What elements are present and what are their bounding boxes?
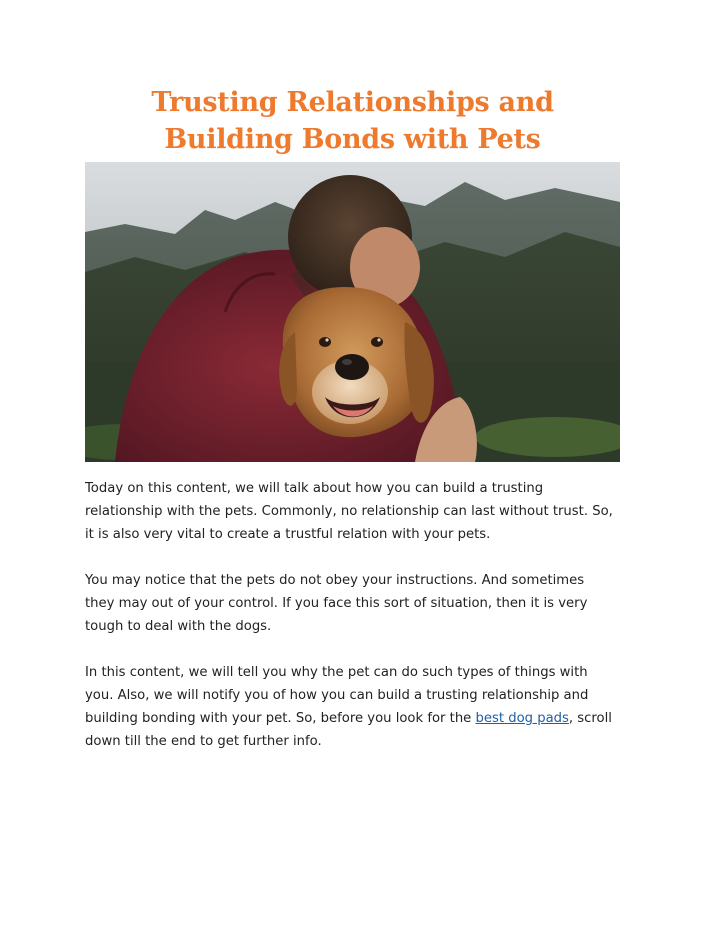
paragraph-1-line-3: it is also very vital to create a trustful relation with your pets.: [85, 527, 491, 542]
title-line-1: Trusting Relationships and: [151, 87, 554, 118]
paragraph-2-line-3: tough to deal with the dogs.: [85, 619, 272, 634]
best-dog-pads-link[interactable]: best dog pads: [475, 711, 569, 726]
paragraph-1-line-2: relationship with the pets. Commonly, no relationship can last without trust. So,: [85, 504, 613, 519]
page-title: [85, 84, 620, 158]
paragraph-3-line-1: In this content, we will tell you why the pet can do such types of things with: [85, 665, 588, 680]
paragraph-2-line-2: they may out of your control. If you face this sort of situation, then it is very: [85, 596, 588, 611]
paragraph-3: [85, 661, 645, 753]
title-line-2: Building Bonds with Pets: [164, 124, 541, 155]
paragraph-3-line-3-start: building bonding with your pet. So, before you look for the: [85, 711, 476, 726]
article-body: [85, 477, 645, 776]
paragraph-3-line-2: you. Also, we will notify you of how you can build a trusting relationship and: [85, 688, 589, 703]
paragraph-1: [85, 477, 645, 546]
paragraph-2: [85, 569, 645, 638]
paragraph-3-line-3-end: , scroll: [568, 711, 612, 726]
man-hugging-dog-photo: [85, 162, 620, 462]
paragraph-1-line-1: Today on this content, we will talk about how you can build a trusting: [85, 481, 544, 496]
paragraph-3-line-4: down till the end to get further info.: [85, 734, 322, 749]
paragraph-2-line-1: You may notice that the pets do not obey your instructions. And sometimes: [85, 573, 585, 588]
